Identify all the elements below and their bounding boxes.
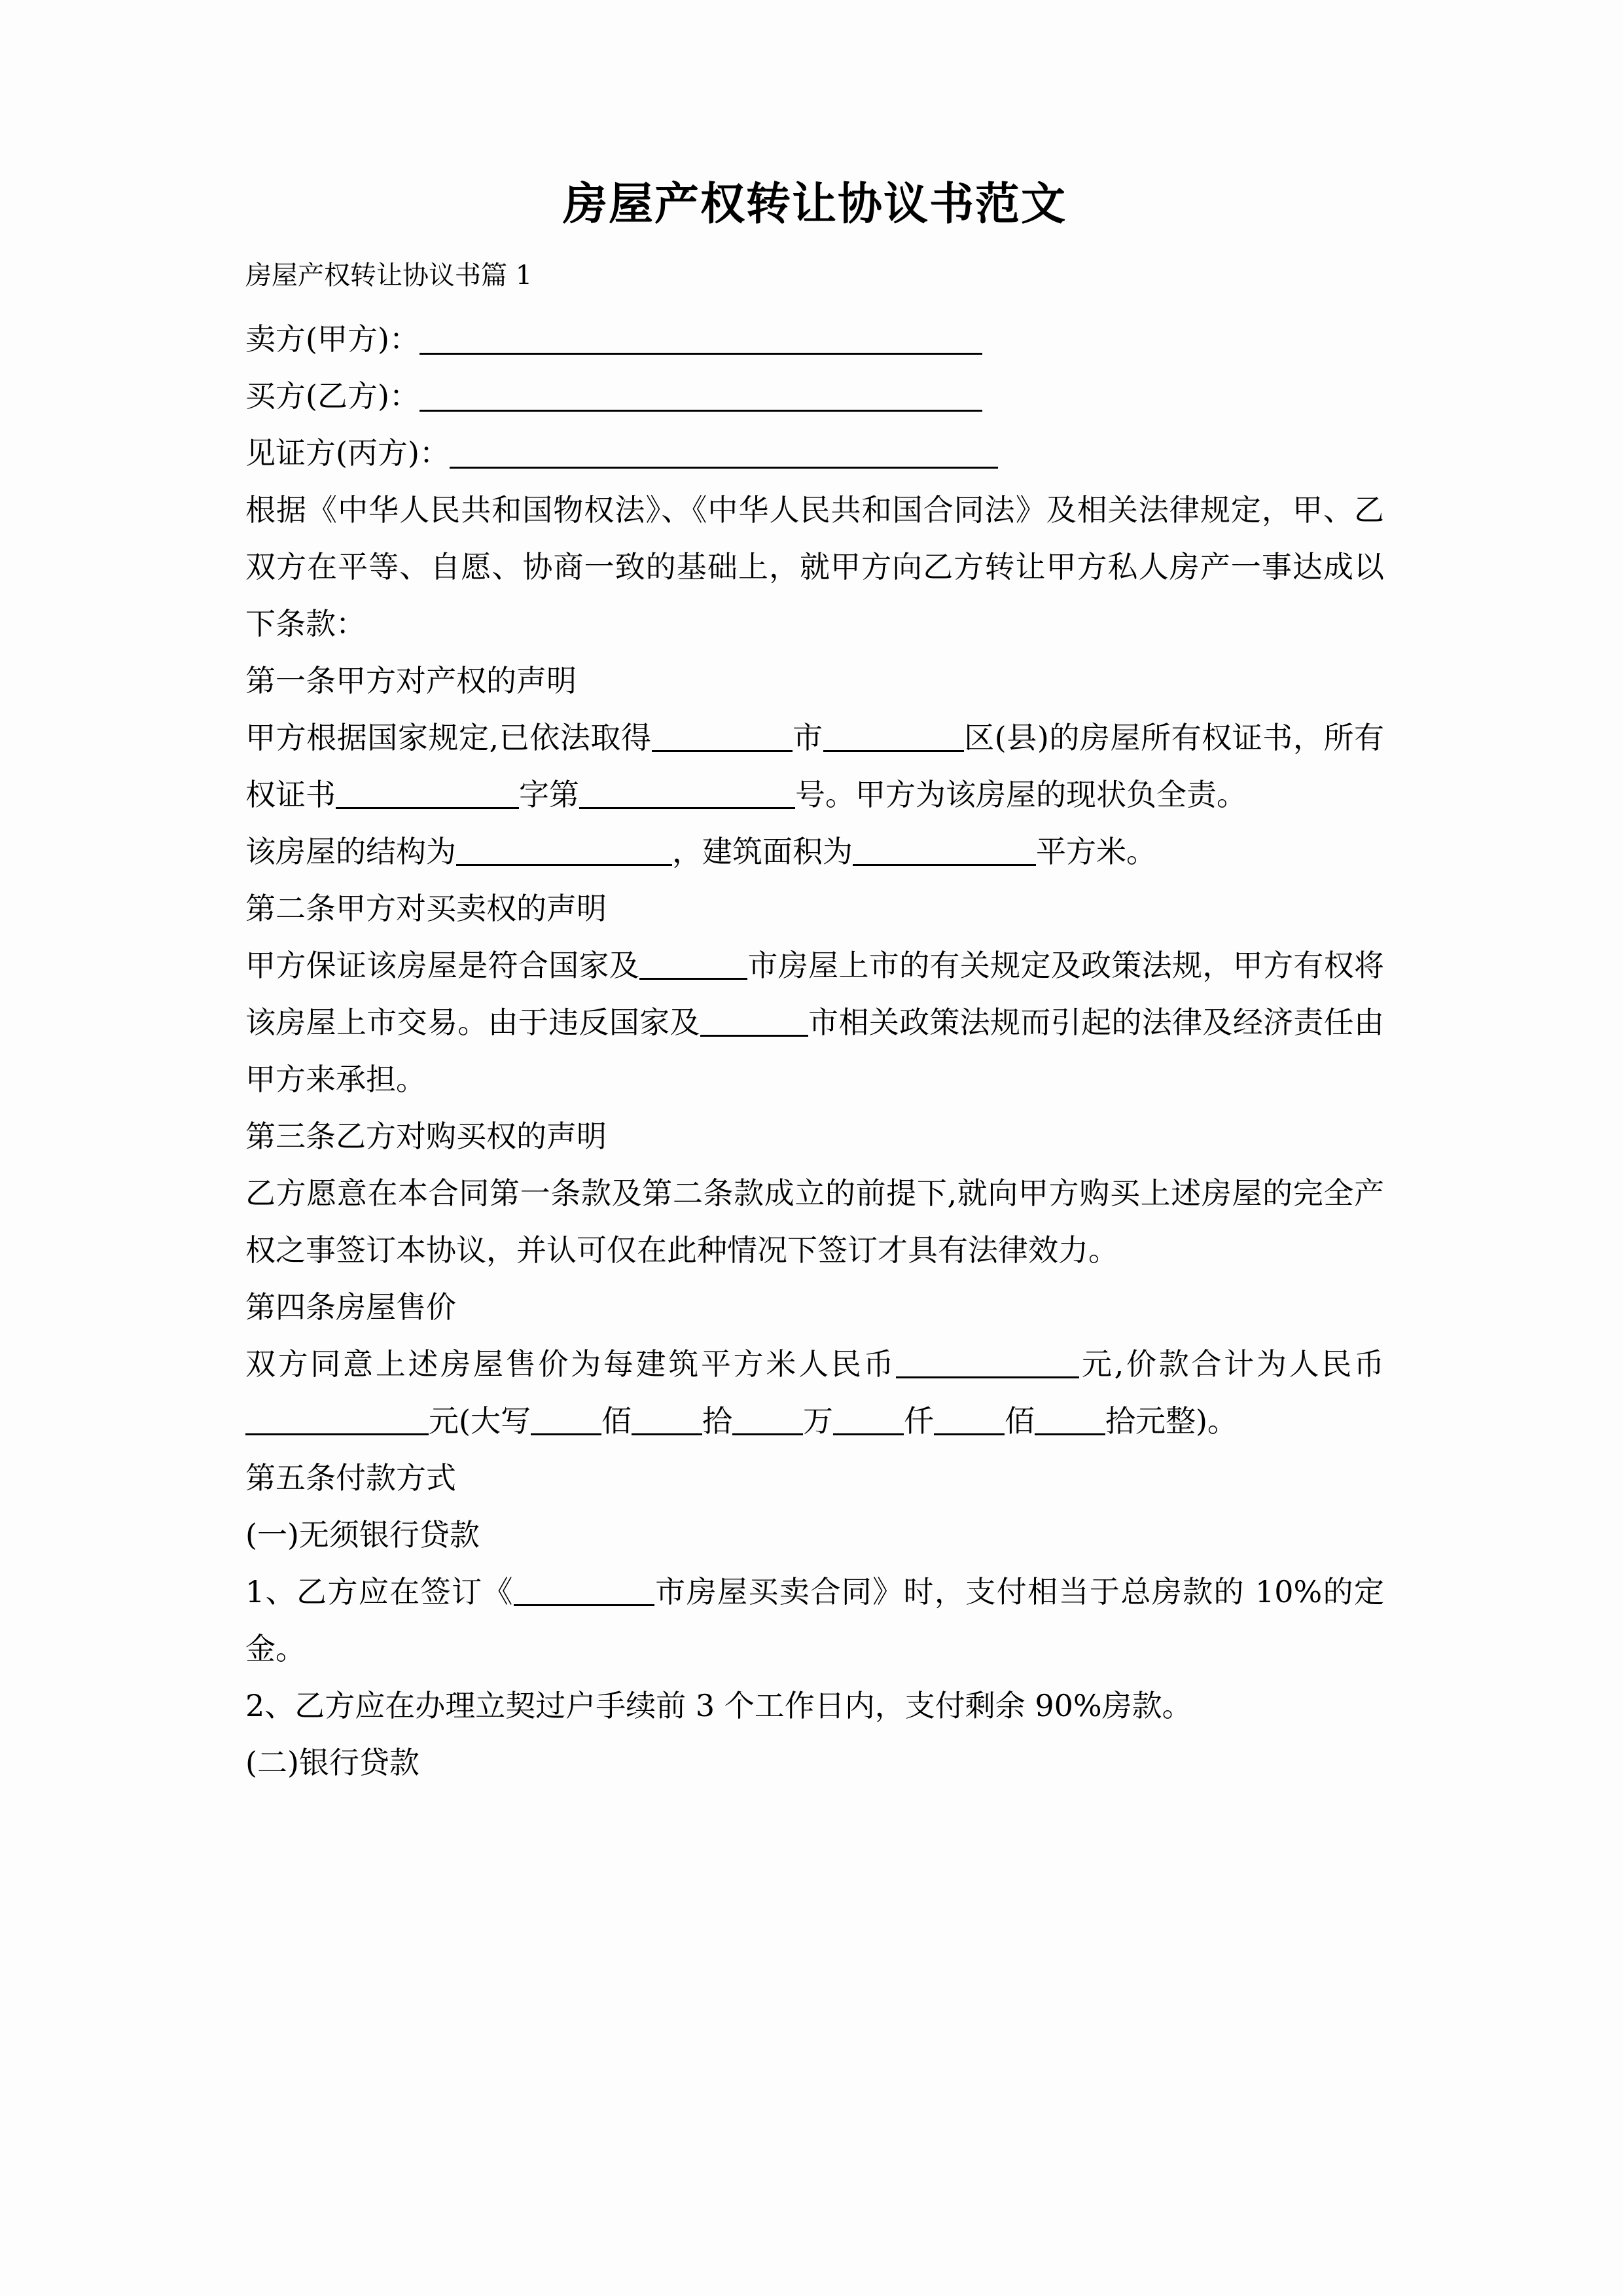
a4-text-g: 仟: [903, 1403, 934, 1439]
seller-label: 卖方(甲方)：: [245, 321, 419, 357]
page-title: 房屋产权转让协议书范文: [562, 179, 1067, 230]
a4-text-e: 拾: [702, 1403, 732, 1439]
article-5-sub-2: (二)银行贷款: [245, 1745, 419, 1780]
a2-text-a: 甲方保证该房屋是符合国家及: [245, 948, 640, 983]
a4-unit-price-blank[interactable]: [896, 1348, 1079, 1378]
a1-district-blank[interactable]: [823, 721, 964, 752]
a4-ten-million-blank[interactable]: [632, 1405, 702, 1435]
a4-hundred-blank[interactable]: [934, 1405, 1005, 1435]
article-1-ownership-line: [245, 709, 1384, 823]
a2-city-blank-2[interactable]: [700, 1006, 808, 1037]
document-subtitle: 房屋产权转让协议书篇 1: [245, 260, 533, 291]
a4-text-i: 拾元整)。: [1105, 1403, 1238, 1439]
a4-text-a: 双方同意上述房屋售价为每建筑平方米人民币: [245, 1346, 897, 1382]
preamble-paragraph: 根据《中华人民共和国物权法》、《中华人民共和国合同法》及相关法律规定，甲、乙双方在平等、自愿、协商一致的基础上，就甲方向乙方转让甲方私人房产一事达成以下条款：: [245, 492, 1384, 641]
article-5-heading: 第五条付款方式: [245, 1460, 456, 1496]
a1-struct-text-a: 该房屋的结构为: [245, 834, 456, 869]
a1-text-c: 区(县)的房屋所有权证书，所有权证书: [245, 720, 1385, 812]
a1-text-d: 字第: [519, 777, 579, 812]
article-4-heading: 第四条房屋售价: [245, 1289, 456, 1325]
article-5-item-1: [245, 1564, 1384, 1677]
a1-struct-text-c: 平方米。: [1036, 834, 1156, 869]
document-content: [245, 177, 1384, 1791]
a5-item1-text-b: 市房屋买卖合同》时，支付相当于总房款的 10%的定金。: [245, 1574, 1384, 1666]
a4-million-blank[interactable]: [732, 1405, 803, 1435]
a1-text-a: 甲方根据国家规定,已依法取得: [245, 720, 652, 755]
witness-party-line: [245, 425, 1384, 482]
article-4-price-body: [245, 1336, 1384, 1450]
a1-structure-blank[interactable]: [456, 835, 672, 866]
a2-text-b: 市房屋上市的有关规定及政策法规，甲方有权将该房屋上市交易。由于违反国家及: [245, 948, 1385, 1040]
a2-text-c: 市相关政策法规而引起的法律及经济责任由甲方来承担。: [245, 1005, 1385, 1097]
a1-city-blank[interactable]: [652, 721, 793, 752]
a4-text-c: 元(大写: [429, 1403, 531, 1439]
buyer-label: 买方(乙方)：: [245, 378, 419, 414]
a1-text-e: 号。甲方为该房屋的现状负全责。: [795, 777, 1247, 812]
article-3-body: 乙方愿意在本合同第一条款及第二条款成立的前提下,就向甲方购买上述房屋的完全产权之事签订本协议，并认可仅在此种情况下签订才具有法律效力。: [245, 1175, 1384, 1268]
buyer-blank-rule[interactable]: [419, 384, 982, 412]
a4-ten-blank[interactable]: [1035, 1405, 1105, 1435]
a4-text-d: 佰: [601, 1403, 632, 1439]
a2-city-blank-1[interactable]: [639, 949, 747, 980]
a4-hundred-million-blank[interactable]: [531, 1405, 601, 1435]
a4-text-f: 万: [802, 1403, 833, 1439]
a4-text-h: 佰: [1004, 1403, 1035, 1439]
a1-cert-word-blank[interactable]: [336, 778, 519, 809]
a4-total-price-blank[interactable]: [245, 1405, 429, 1435]
article-5-sub-1: (一)无须银行贷款: [245, 1517, 480, 1552]
article-2-body: [245, 937, 1384, 1108]
buyer-party-line: [245, 368, 1384, 425]
a1-area-blank[interactable]: [853, 835, 1036, 866]
a5-contract-city-blank[interactable]: [514, 1575, 654, 1606]
a5-item1-text-a: 1、乙方应在签订《: [245, 1574, 514, 1609]
witness-blank-rule[interactable]: [450, 440, 998, 469]
witness-label: 见证方(丙方)：: [245, 435, 450, 471]
a1-struct-text-b: ，建筑面积为: [672, 834, 853, 869]
seller-party-line: [245, 311, 1384, 368]
article-1-heading: 第一条甲方对产权的声明: [245, 663, 577, 698]
article-1-structure-line: [245, 823, 1384, 880]
a1-cert-number-blank[interactable]: [579, 778, 795, 809]
article-3-heading: 第三条乙方对购买权的声明: [245, 1119, 607, 1154]
seller-blank-rule[interactable]: [419, 327, 982, 355]
a4-thousand-blank[interactable]: [833, 1405, 904, 1435]
a4-text-b: 元,价款合计为人民币: [1079, 1346, 1384, 1382]
article-5-item-2: 2、乙方应在办理立契过户手续前 3 个工作日内，支付剩余 90%房款。: [245, 1688, 1192, 1723]
a1-text-b: 市: [792, 720, 823, 755]
article-2-heading: 第二条甲方对买卖权的声明: [245, 891, 607, 926]
